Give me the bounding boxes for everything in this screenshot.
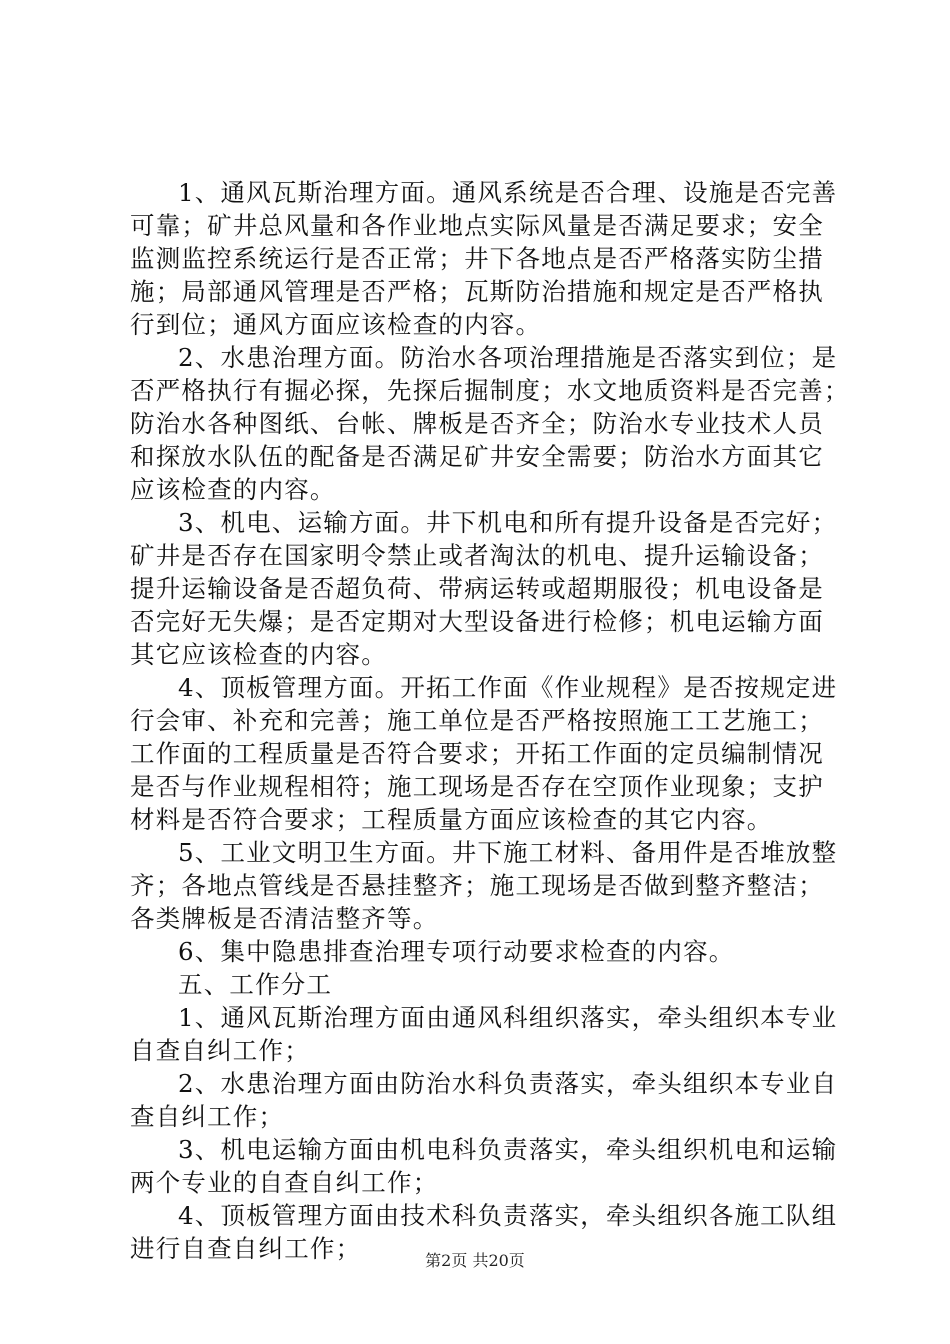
text-line: 5、工业文明卫生方面。井下施工材料、备用件是否堆放整 <box>178 838 838 867</box>
text-line: 应该检查的内容。 <box>130 475 336 504</box>
text-line: 可靠；矿井总风量和各作业地点实际风量是否满足要求；安全 <box>130 211 824 240</box>
text-line: 行到位；通风方面应该检查的内容。 <box>130 310 542 339</box>
text-line: 2、水患治理方面。防治水各项治理措施是否落实到位；是 <box>178 343 838 372</box>
text-line: 6、集中隐患排查治理专项行动要求检查的内容。 <box>178 937 735 966</box>
text-line: 1、通风瓦斯治理方面。通风系统是否合理、设施是否完善 <box>178 178 838 207</box>
text-line: 和探放水队伍的配备是否满足矿井安全需要；防治水方面其它 <box>130 442 824 471</box>
text-line: 否严格执行有掘必探，先探后掘制度；水文地质资料是否完善； <box>130 376 850 405</box>
text-line: 五、工作分工 <box>178 970 333 999</box>
text-line: 否完好无失爆；是否定期对大型设备进行检修；机电运输方面 <box>130 607 824 636</box>
document-body <box>130 176 850 1265</box>
text-line: 3、机电运输方面由机电科负责落实，牵头组织机电和运输 <box>178 1135 838 1164</box>
text-line: 4、顶板管理方面。开拓工作面《作业规程》是否按规定进 <box>178 673 838 702</box>
text-line: 行会审、补充和完善；施工单位是否严格按照施工工艺施工； <box>130 706 824 735</box>
text-line: 2、水患治理方面由防治水科负责落实，牵头组织本专业自 <box>178 1069 838 1098</box>
text-line: 1、通风瓦斯治理方面由通风科组织落实，牵头组织本专业 <box>178 1003 838 1032</box>
text-line: 矿井是否存在国家明令禁止或者淘汰的机电、提升运输设备； <box>130 541 824 570</box>
text-line: 工作面的工程质量是否符合要求；开拓工作面的定员编制情况 <box>130 739 824 768</box>
text-line: 防治水各种图纸、台帐、牌板是否齐全；防治水专业技术人员 <box>130 409 824 438</box>
text-line: 4、顶板管理方面由技术科负责落实，牵头组织各施工队组 <box>178 1201 838 1230</box>
text-line: 提升运输设备是否超负荷、带病运转或超期服役；机电设备是 <box>130 574 824 603</box>
text-line: 齐；各地点管线是否悬挂整齐；施工现场是否做到整齐整洁； <box>130 871 824 900</box>
page-footer: 第2页 共20页 <box>425 1251 525 1270</box>
text-line: 自查自纠工作； <box>130 1036 310 1065</box>
text-line: 各类牌板是否清洁整齐等。 <box>130 904 439 933</box>
text-line: 3、机电、运输方面。井下机电和所有提升设备是否完好； <box>178 508 838 537</box>
text-line: 进行自查自纠工作； <box>130 1234 362 1263</box>
text-line: 材料是否符合要求；工程质量方面应该检查的其它内容。 <box>130 805 773 834</box>
text-line: 查自纠工作； <box>130 1102 285 1131</box>
text-line: 是否与作业规程相符；施工现场是否存在空顶作业现象；支护 <box>130 772 824 801</box>
text-line: 其它应该检查的内容。 <box>130 640 387 669</box>
text-line: 施；局部通风管理是否严格；瓦斯防治措施和规定是否严格执 <box>130 277 824 306</box>
text-line: 两个专业的自查自纠工作； <box>130 1168 439 1197</box>
text-line: 监测监控系统运行是否正常；井下各地点是否严格落实防尘措 <box>130 244 824 273</box>
